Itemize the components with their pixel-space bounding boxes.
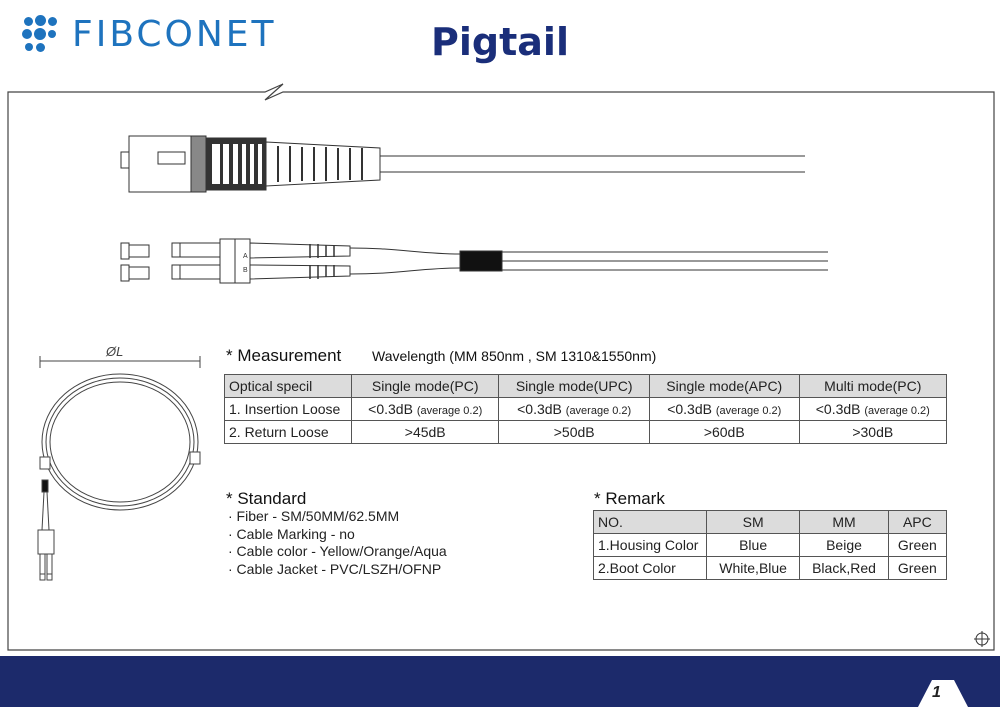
measurement-heading: * Measurement [226,346,342,365]
page-title: Pigtail [431,20,569,64]
table-header-row: Optical specil Single mode(PC) Single mode(UPC) Single mode(APC) Multi mode(PC) [225,375,947,398]
lc-duplex-drawing [121,239,828,283]
list-item: · Fiber - SM/50MM/62.5MM [228,508,400,524]
table-row: 2.Boot Color White,Blue Black,Red Green [594,557,947,580]
remark-heading: * Remark [594,489,665,508]
brand-name: FIBCONET [72,14,277,55]
svg-text:A: A [243,253,248,260]
crosshair-icon [974,631,990,647]
table-header-row: NO. SM MM APC [594,511,947,534]
footer-bar [0,656,1000,707]
table-row: 2. Return Loose >45dB >50dB >60dB >30dB [225,421,947,444]
standard-heading: * Standard [226,489,307,508]
page-number-tab [918,680,968,707]
sc-connector-drawing [121,136,805,192]
svg-text:B: B [243,267,248,274]
table-row: 1. Insertion Loose <0.3dB (average 0.2) <0.3dB (average 0.2) <0.3dB (average 0.2) <0.3dB (average 0.2) [225,398,947,421]
remark-table [593,510,947,580]
list-item: · Cable Marking - no [228,525,355,542]
table-row: 1.Housing Color Blue Beige Green [594,534,947,557]
diameter-label: ØL [106,344,124,359]
measurement-table [224,374,947,444]
list-item: · Cable color - Yellow/Orange/Aqua [228,543,447,559]
page-number: 1 [932,684,941,701]
wavelength-note: Wavelength (MM 850nm , SM 1310&1550nm) [372,348,657,364]
cable-coil-drawing [38,356,200,580]
list-item: · Cable Jacket - PVC/LSZH/OFNP [228,560,442,577]
standard-list [228,508,447,578]
